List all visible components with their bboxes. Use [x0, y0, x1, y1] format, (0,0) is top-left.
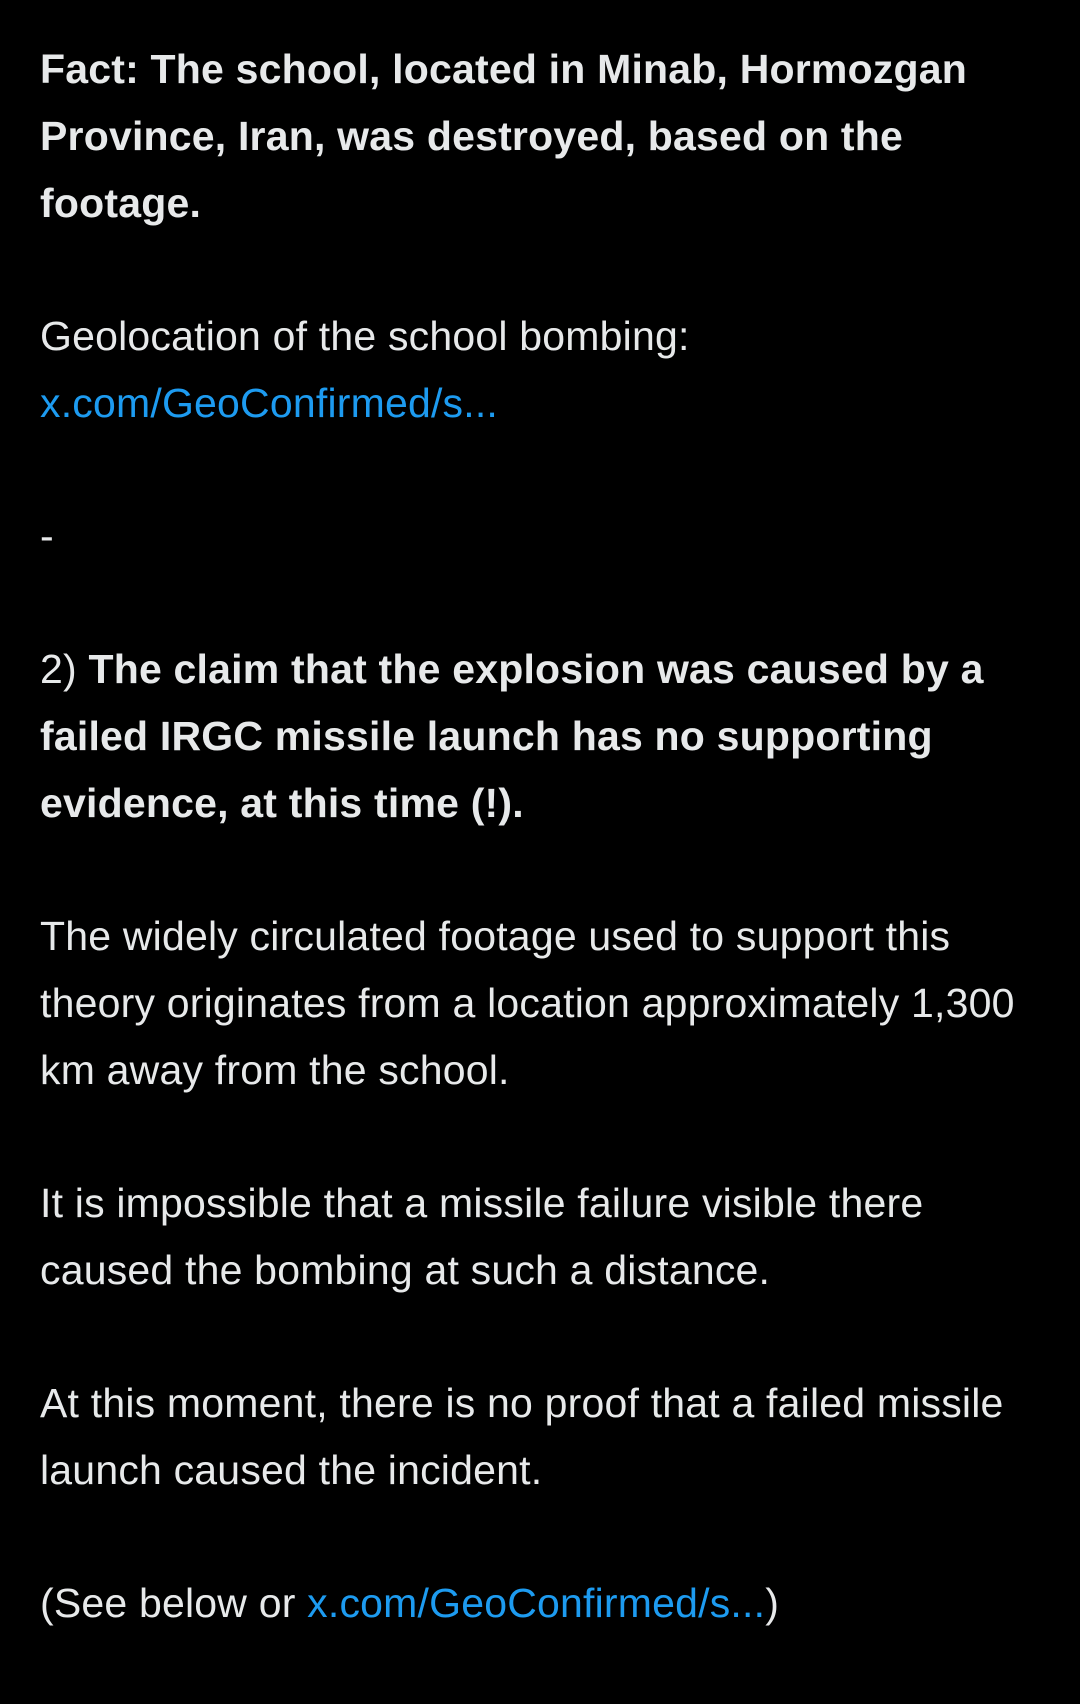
- geolocation-link[interactable]: x.com/GeoConfirmed/s...: [40, 380, 499, 426]
- moment-paragraph: At this moment, there is no proof that a failed missile launch caused the incident.: [40, 1380, 1004, 1493]
- see-below-prefix: (See below or: [40, 1580, 308, 1626]
- see-below-suffix: ): [765, 1580, 780, 1626]
- separator-dash: -: [40, 513, 54, 559]
- geolocation-paragraph: [40, 303, 1050, 437]
- claim-text: The claim that the explosion was caused by a failed IRGC missile launch has no supporting evidence, at this time (!).: [40, 646, 984, 826]
- see-below-link[interactable]: x.com/GeoConfirmed/s...: [307, 1580, 766, 1626]
- impossible-paragraph: It is impossible that a missile failure visible there caused the bombing at such a distance.: [40, 1180, 924, 1293]
- footage-paragraph: The widely circulated footage used to support this theory originates from a location approximately 1,300 km away from the school.: [40, 913, 1015, 1093]
- claim-number: 2): [40, 646, 77, 692]
- post-body: [40, 36, 1050, 1704]
- fact-paragraph: Fact: The school, located in Minab, Hormozgan Province, Iran, was destroyed, based on the footage.: [40, 46, 968, 226]
- geolocation-label: Geolocation of the school bombing:: [40, 313, 690, 359]
- see-below-paragraph: [40, 1570, 1050, 1637]
- claim-paragraph: [40, 636, 1050, 837]
